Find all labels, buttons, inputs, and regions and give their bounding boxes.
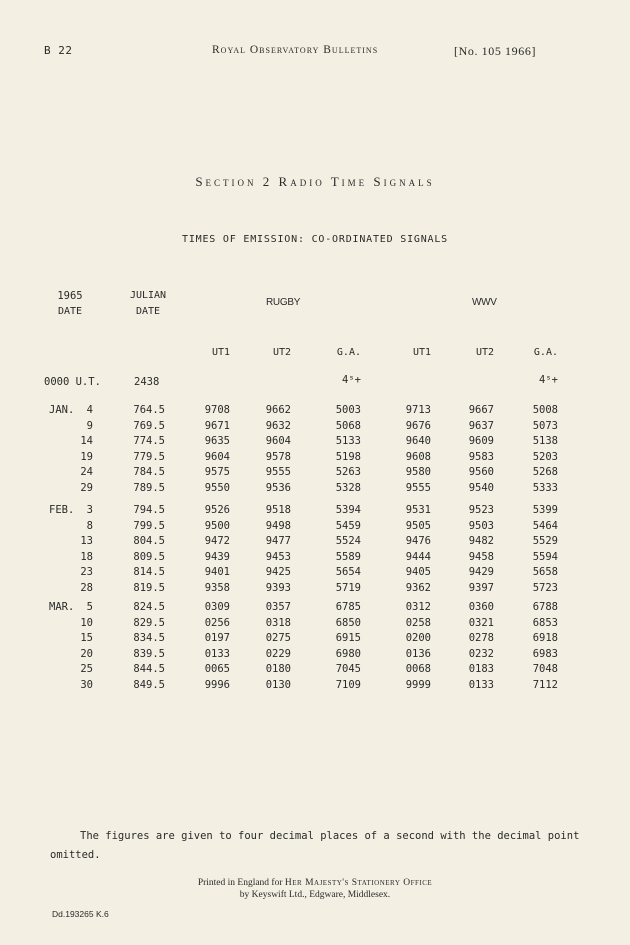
column-header: UT2 xyxy=(475,347,494,358)
value-cell: 5333 xyxy=(532,481,558,494)
value-cell: 5399 xyxy=(532,504,558,516)
value-cell: 7048 xyxy=(532,663,558,675)
day-cell: 24 xyxy=(80,466,93,478)
value-cell: 0136 xyxy=(405,647,431,660)
julian-date-cell: 829.5 xyxy=(133,616,165,629)
value-cell: 9671 xyxy=(204,419,230,432)
year-label: 1965 xyxy=(57,290,83,302)
value-cell: 9453 xyxy=(265,550,291,563)
value-cell: 9425 xyxy=(265,566,291,578)
value-cell: 9505 xyxy=(405,519,431,532)
julian-date-cell: 849.5 xyxy=(133,678,165,691)
epoch-wwv-ga: 4ˢ+ xyxy=(539,374,558,386)
day-cell: 19 xyxy=(80,450,93,463)
day-cell: 5 xyxy=(86,601,93,613)
value-cell: 5589 xyxy=(335,550,361,563)
epoch-julian-base: 2438 xyxy=(134,376,160,388)
value-cell: 9429 xyxy=(468,566,494,578)
value-cell: 9560 xyxy=(468,466,494,478)
column-header: G.A. xyxy=(336,347,361,358)
day-cell: 15 xyxy=(80,632,93,644)
value-cell: 0318 xyxy=(265,616,291,629)
epoch-label: 0000 U.T. xyxy=(44,376,101,388)
value-cell: 9708 xyxy=(204,404,230,416)
value-cell: 9503 xyxy=(468,519,494,532)
day-cell: 8 xyxy=(86,519,93,532)
value-cell: 6980 xyxy=(335,647,361,660)
day-cell: 20 xyxy=(80,647,93,660)
value-cell: 6918 xyxy=(532,632,558,644)
value-cell: 9476 xyxy=(405,535,431,547)
issue-number: [No. 105 1966] xyxy=(454,44,537,58)
value-cell: 9580 xyxy=(405,466,431,478)
julian-date-cell: 804.5 xyxy=(133,535,165,547)
value-cell: 0065 xyxy=(204,663,230,675)
value-cell: 5008 xyxy=(532,404,558,416)
julian-date-cell: 799.5 xyxy=(133,519,165,532)
julian-date-cell: 779.5 xyxy=(133,450,165,463)
value-cell: 5203 xyxy=(532,450,558,463)
julian-date-cell: 844.5 xyxy=(133,663,165,675)
value-cell: 0258 xyxy=(405,616,431,629)
value-cell: 5068 xyxy=(335,419,361,432)
value-cell: 9662 xyxy=(265,404,291,416)
value-cell: 9609 xyxy=(468,435,494,447)
value-cell: 0180 xyxy=(265,663,291,675)
julian-date-cell: 819.5 xyxy=(133,581,165,594)
value-cell: 0275 xyxy=(265,632,291,644)
julian-date-cell: 774.5 xyxy=(133,435,165,447)
value-cell: 0133 xyxy=(468,678,494,691)
value-cell: 5133 xyxy=(335,435,361,447)
value-cell: 0256 xyxy=(204,616,230,629)
section-title: Section 2 Radio Time Signals xyxy=(195,174,435,189)
day-cell: 30 xyxy=(80,678,93,691)
value-cell: 5268 xyxy=(532,466,558,478)
julian-date-cell: 784.5 xyxy=(133,466,165,478)
day-cell: 9 xyxy=(86,419,93,432)
value-cell: 9608 xyxy=(405,450,431,463)
value-cell: 0197 xyxy=(204,632,230,644)
value-cell: 0278 xyxy=(468,632,494,644)
value-cell: 9531 xyxy=(405,504,431,516)
page-reference: B 22 xyxy=(44,44,73,57)
imprint xyxy=(0,877,630,901)
value-cell: 9578 xyxy=(265,450,291,463)
value-cell: 9526 xyxy=(204,504,230,516)
value-cell: 6983 xyxy=(532,647,558,660)
value-cell: 9575 xyxy=(204,466,230,478)
value-cell: 6850 xyxy=(335,616,361,629)
value-cell: 9667 xyxy=(468,404,494,416)
value-cell: 0360 xyxy=(468,601,494,613)
imprint-office: Her Majesty's Stationery Office xyxy=(284,878,433,888)
value-cell: 9444 xyxy=(405,550,431,563)
value-cell: 9500 xyxy=(204,519,230,532)
value-cell: 0200 xyxy=(405,632,431,644)
value-cell: 5658 xyxy=(532,566,558,578)
value-cell: 9405 xyxy=(405,566,431,578)
wwv-group-header: WWV xyxy=(472,297,497,308)
value-cell: 9632 xyxy=(265,419,291,432)
value-cell: 5394 xyxy=(335,504,361,516)
value-cell: 9550 xyxy=(204,481,230,494)
footnote: The figures are given to four decimal places of a second with the decimal point omitted. xyxy=(50,830,580,861)
value-cell: 9401 xyxy=(204,566,230,578)
value-cell: 5328 xyxy=(335,481,361,494)
date-column-label: DATE xyxy=(57,306,83,317)
document-code: Dd.193265 K.6 xyxy=(52,909,109,919)
month-label: JAN. xyxy=(49,404,75,416)
journal-title: Royal Observatory Bulletins xyxy=(212,44,379,56)
value-cell: 5594 xyxy=(532,550,558,563)
value-cell: 5003 xyxy=(335,404,361,416)
value-cell: 9458 xyxy=(468,550,494,563)
value-cell: 9482 xyxy=(468,535,494,547)
day-cell: 23 xyxy=(80,566,93,578)
day-cell: 3 xyxy=(86,504,93,516)
value-cell: 9637 xyxy=(468,419,494,432)
value-cell: 5464 xyxy=(532,519,558,532)
day-cell: 25 xyxy=(80,663,93,675)
rugby-group-header: RUGBY xyxy=(266,297,301,308)
value-cell: 9555 xyxy=(405,481,431,494)
value-cell: 7112 xyxy=(532,678,558,691)
day-cell: 4 xyxy=(86,404,93,416)
value-cell: 0312 xyxy=(405,601,431,613)
value-cell: 9996 xyxy=(204,678,230,691)
value-cell: 5529 xyxy=(532,535,558,547)
day-cell: 28 xyxy=(80,581,93,594)
value-cell: 9999 xyxy=(405,678,431,691)
value-cell: 7045 xyxy=(335,663,361,675)
value-cell: 9518 xyxy=(265,504,291,516)
value-cell: 9635 xyxy=(204,435,230,447)
value-cell: 0133 xyxy=(204,647,230,660)
value-cell: 0130 xyxy=(265,678,291,691)
day-cell: 10 xyxy=(80,616,93,629)
day-cell: 13 xyxy=(80,535,93,547)
julian-date-cell: 764.5 xyxy=(133,404,165,416)
julian-date-cell: 789.5 xyxy=(133,481,165,494)
epoch-rugby-ga: 4ˢ+ xyxy=(342,374,361,386)
value-cell: 9439 xyxy=(204,550,230,563)
column-header: UT1 xyxy=(412,347,431,358)
value-cell: 0232 xyxy=(468,647,494,660)
value-cell: 9536 xyxy=(265,481,291,494)
julian-date-cell: 834.5 xyxy=(133,632,165,644)
julian-date-cell: 794.5 xyxy=(133,504,165,516)
value-cell: 5073 xyxy=(532,419,558,432)
value-cell: 9397 xyxy=(468,581,494,594)
column-header: G.A. xyxy=(533,347,558,358)
value-cell: 5198 xyxy=(335,450,361,463)
value-cell: 9477 xyxy=(265,535,291,547)
julian-date-label: DATE xyxy=(135,306,161,317)
value-cell: 0357 xyxy=(265,601,291,613)
julian-date-cell: 769.5 xyxy=(133,419,165,432)
value-cell: 6785 xyxy=(335,601,361,613)
day-cell: 18 xyxy=(80,550,93,563)
value-cell: 9713 xyxy=(405,404,431,416)
value-cell: 6788 xyxy=(532,601,558,613)
value-cell: 0068 xyxy=(405,663,431,675)
day-cell: 29 xyxy=(80,481,93,494)
value-cell: 9362 xyxy=(405,581,431,594)
imprint-printer: by Keyswift Ltd., Edgware, Middlesex. xyxy=(239,890,391,900)
value-cell: 5138 xyxy=(532,435,558,447)
julian-label: JULIAN xyxy=(129,290,167,301)
table-subtitle: TIMES OF EMISSION: CO-ORDINATED SIGNALS xyxy=(182,234,448,245)
value-cell: 9555 xyxy=(265,466,291,478)
column-header: UT2 xyxy=(272,347,291,358)
value-cell: 9640 xyxy=(405,435,431,447)
value-cell: 5719 xyxy=(335,581,361,594)
value-cell: 9498 xyxy=(265,519,291,532)
value-cell: 0309 xyxy=(204,601,230,613)
value-cell: 9583 xyxy=(468,450,494,463)
value-cell: 0321 xyxy=(468,616,494,629)
value-cell: 9540 xyxy=(468,481,494,494)
value-cell: 5524 xyxy=(335,535,361,547)
value-cell: 7109 xyxy=(335,678,361,691)
column-header: UT1 xyxy=(211,347,230,358)
day-cell: 14 xyxy=(80,435,93,447)
month-label: MAR. xyxy=(49,601,75,613)
value-cell: 0183 xyxy=(468,663,494,675)
value-cell: 9472 xyxy=(204,535,230,547)
value-cell: 5723 xyxy=(532,581,558,594)
value-cell: 9604 xyxy=(265,435,291,447)
julian-date-cell: 839.5 xyxy=(133,647,165,660)
value-cell: 5459 xyxy=(335,519,361,532)
value-cell: 9676 xyxy=(405,419,431,432)
julian-date-cell: 809.5 xyxy=(133,550,165,563)
imprint-prefix: Printed in England for xyxy=(197,878,283,888)
value-cell: 6853 xyxy=(532,616,558,629)
value-cell: 6915 xyxy=(335,632,361,644)
julian-date-cell: 824.5 xyxy=(133,601,165,613)
value-cell: 9393 xyxy=(265,581,291,594)
julian-date-cell: 814.5 xyxy=(133,566,165,578)
month-label: FEB. xyxy=(49,504,75,516)
value-cell: 5654 xyxy=(335,566,361,578)
value-cell: 0229 xyxy=(265,647,291,660)
value-cell: 9358 xyxy=(204,581,230,594)
value-cell: 5263 xyxy=(335,466,361,478)
value-cell: 9523 xyxy=(468,504,494,516)
value-cell: 9604 xyxy=(204,450,230,463)
